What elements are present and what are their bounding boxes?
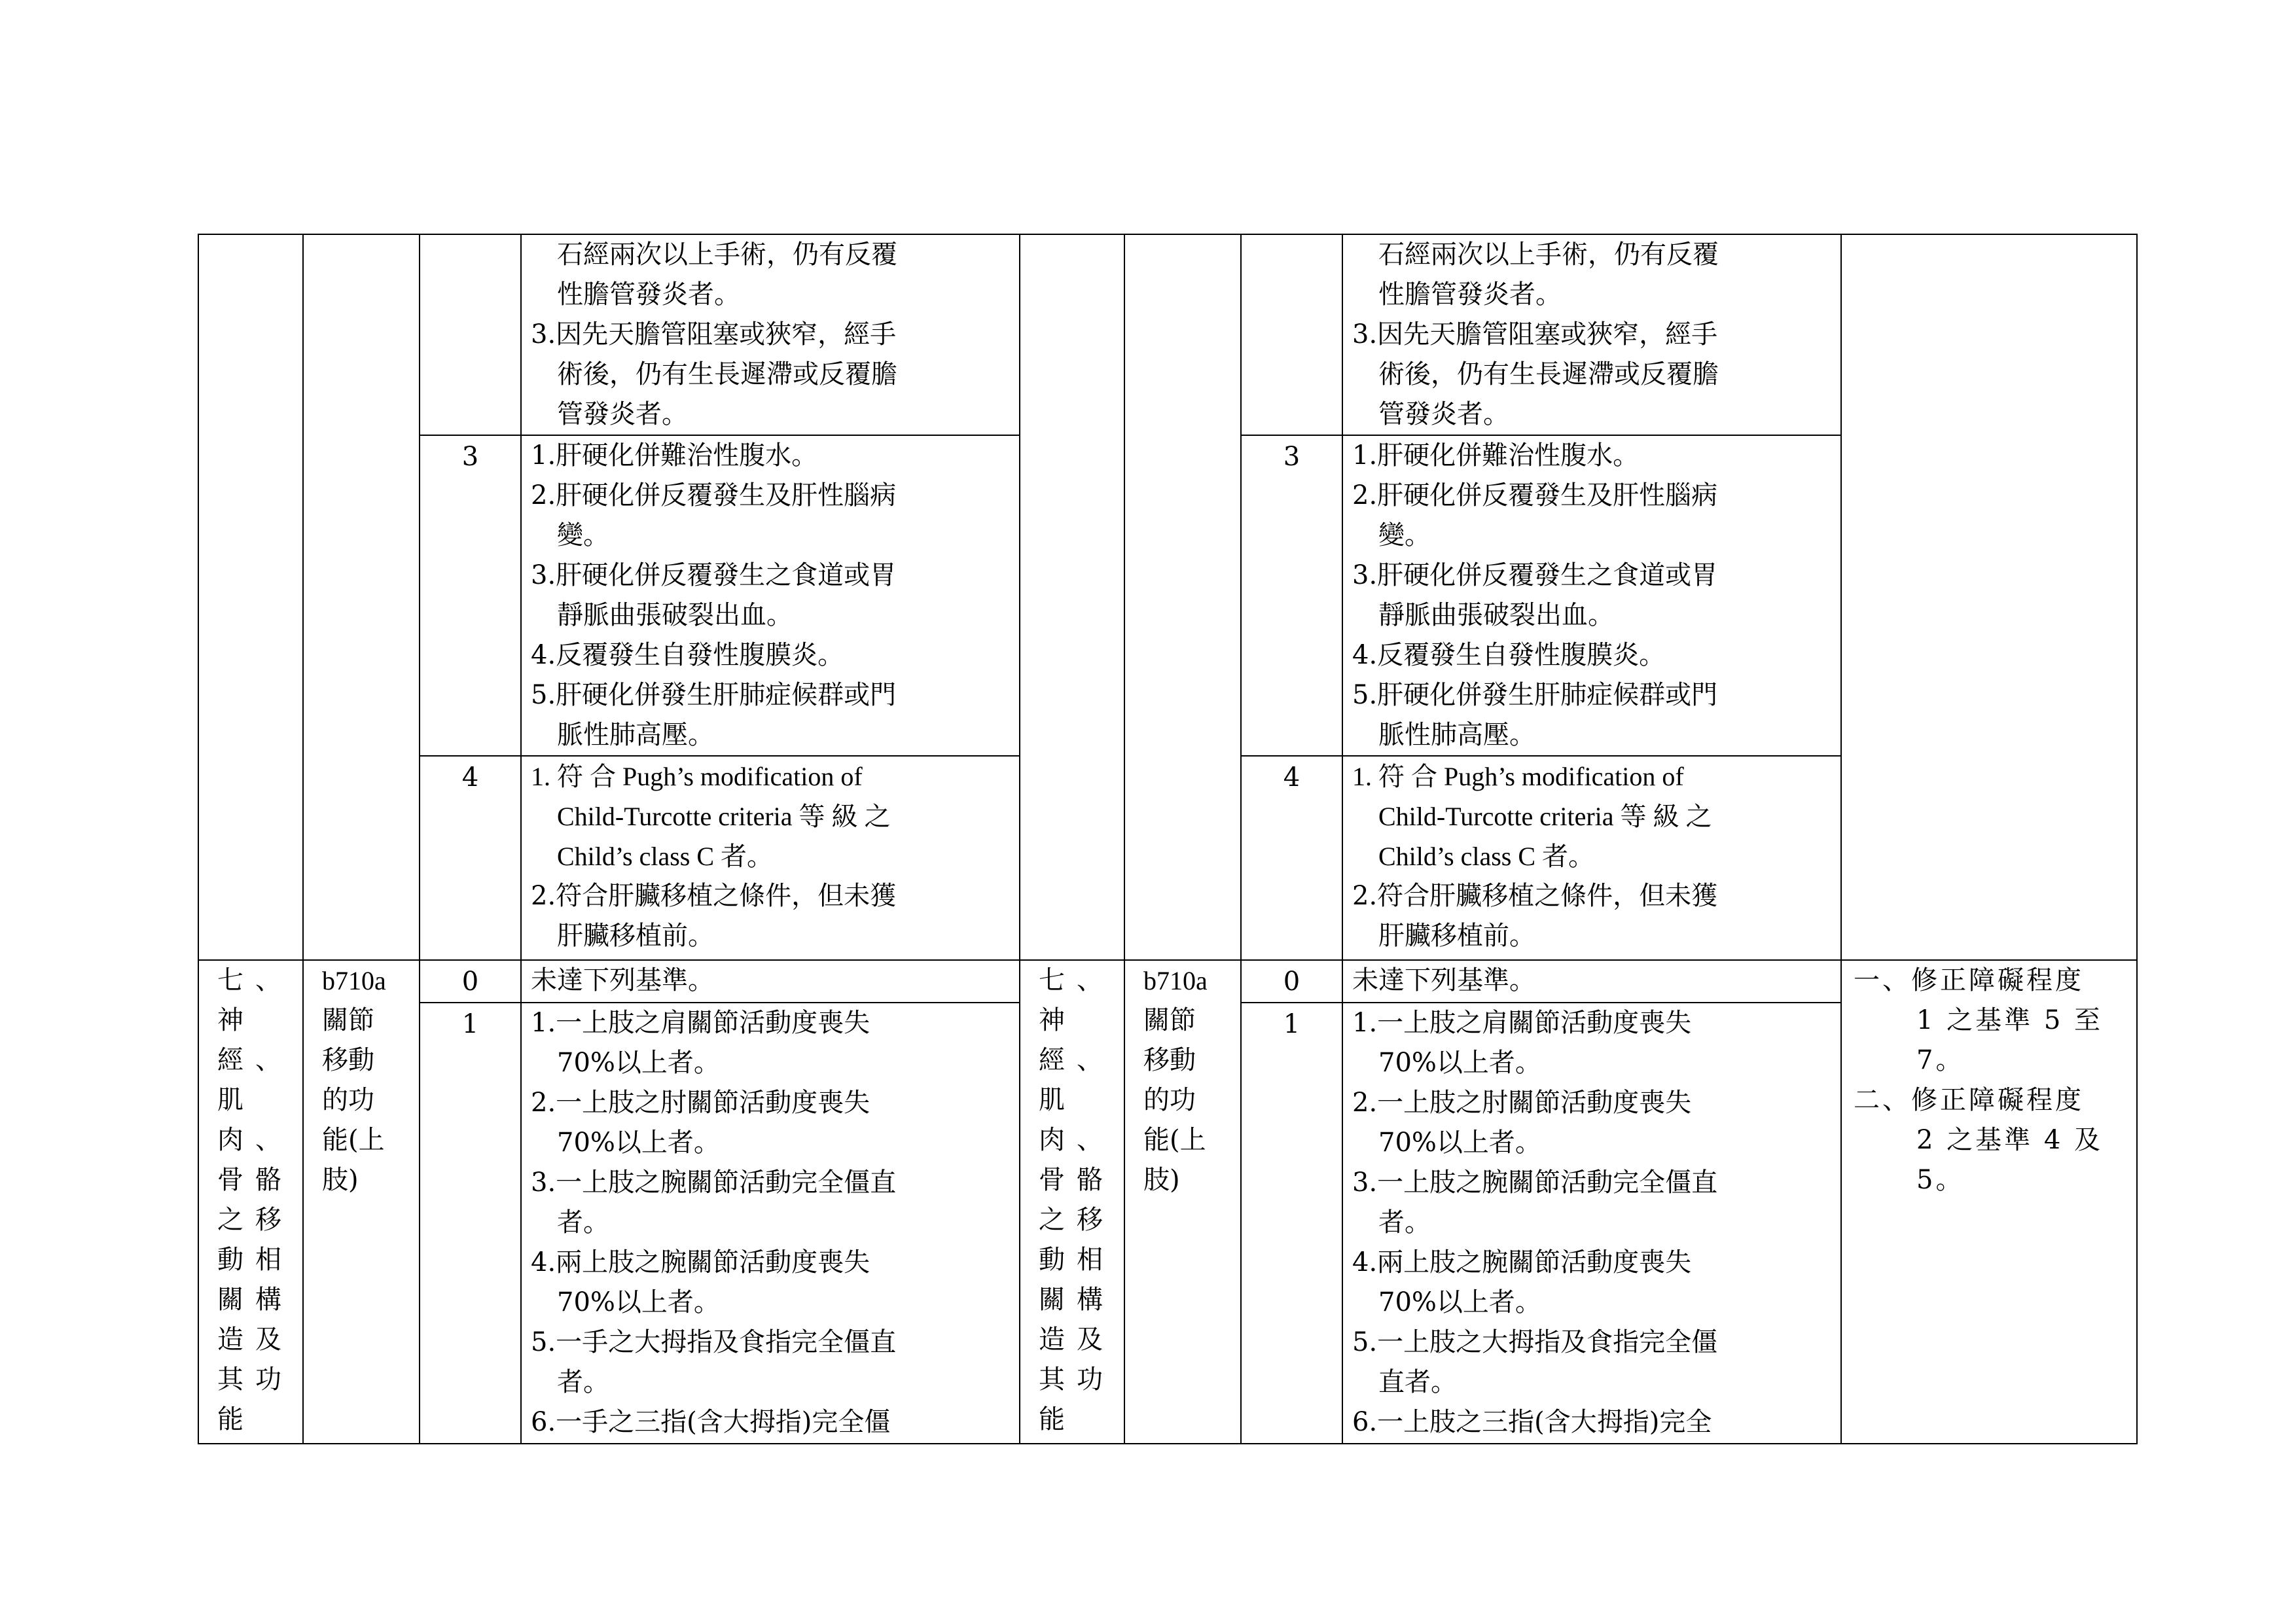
- level-number: 3: [1241, 435, 1342, 756]
- criteria-item: 1.一上肢之肩關節活動度喪失 70%以上者。: [1352, 1008, 1692, 1078]
- criteria-item: 3.一上肢之腕關節活動完全僵直 者。: [531, 1168, 897, 1238]
- level-number: 1: [420, 1003, 521, 1444]
- top-left-category-cell: [198, 234, 303, 960]
- criteria-item: 3.肝硬化併反覆發生之食道或胃 靜脈曲張破裂出血。: [1352, 560, 1718, 630]
- right-level0-criteria: 未達下列基準。: [1342, 960, 1841, 1003]
- criteria-line: 石經兩次以上手術，仍有反覆: [557, 240, 897, 270]
- criteria-item: 5.一手之大拇指及食指完全僵直 者。: [531, 1327, 897, 1397]
- criteria-item: 5.肝硬化併發生肝肺症候群或門 脈性肺高壓。: [1352, 680, 1718, 750]
- criteria-item: 2.符合肝臟移植之條件，但未獲 肝臟移植前。: [531, 881, 897, 951]
- top-right-category-cell: [1020, 234, 1124, 960]
- top-right-continued-criteria: [1342, 234, 1841, 435]
- top-remark-cell: [1841, 234, 2137, 960]
- criteria-item: 6.一上肢之三指(含大拇指)完全: [1352, 1407, 1712, 1437]
- criteria-item: 2.一上肢之肘關節活動度喪失 70%以上者。: [1352, 1088, 1692, 1158]
- right-level1-criteria: [1342, 1003, 1841, 1444]
- criteria-line: 性膽管發炎者。: [1378, 279, 1562, 310]
- right-level4-criteria: [1342, 756, 1841, 960]
- criteria-item: 3.因先天膽管阻塞或狹窄，經手 術後，仍有生長遲滯或反覆膽 管發炎者。: [531, 319, 897, 429]
- level-number: 4: [420, 756, 521, 960]
- criteria-item: 5.一上肢之大拇指及食指完全僵 直者。: [1352, 1327, 1718, 1397]
- criteria-item: 1.肝硬化併難治性腹水。: [531, 440, 818, 471]
- left-level1-criteria: [521, 1003, 1020, 1444]
- level-number: 1: [1241, 1003, 1342, 1444]
- remark-item: 一、修正障礙程度 1 之基準 5 至 7。: [1854, 965, 2104, 1075]
- left-category-cell: 七、 神 經、 肌 肉、 骨骼 之移 動相 關構 造及 其功 能: [198, 960, 303, 1444]
- top-left-code-cell: [303, 234, 420, 960]
- left-level3-criteria: [521, 435, 1020, 756]
- criteria-item: 4.兩上肢之腕關節活動度喪失 70%以上者。: [1352, 1247, 1692, 1317]
- comparison-table: [198, 234, 2138, 1444]
- left-level4-criteria: [521, 756, 1020, 960]
- level-number: 4: [1241, 756, 1342, 960]
- criteria-item: 3.肝硬化併反覆發生之食道或胃 靜脈曲張破裂出血。: [531, 560, 897, 630]
- criteria-item: 1.一上肢之肩關節活動度喪失 70%以上者。: [531, 1008, 870, 1078]
- criteria-item: 5.肝硬化併發生肝肺症候群或門 脈性肺高壓。: [531, 680, 897, 750]
- left-level0-criteria: 未達下列基準。: [521, 960, 1020, 1003]
- level-number: 0: [420, 960, 521, 1003]
- criteria-item: 1. 符 合 Pugh’s modification of Child-Turcotte criteria 等 級 之 Child’s class C 者。: [531, 762, 891, 871]
- top-left-continued-criteria: [521, 234, 1020, 435]
- criteria-item: 2.一上肢之肘關節活動度喪失 70%以上者。: [531, 1088, 870, 1158]
- criteria-item: 4.反覆發生自發性腹膜炎。: [531, 640, 844, 670]
- level-number: 0: [1241, 960, 1342, 1003]
- top-right-level-cell: [1241, 234, 1342, 435]
- criteria-item: 1. 符 合 Pugh’s modification of Child-Turcotte criteria 等 級 之 Child’s class C 者。: [1352, 762, 1712, 871]
- criteria-item: 3.因先天膽管阻塞或狹窄，經手 術後，仍有生長遲滯或反覆膽 管發炎者。: [1352, 319, 1719, 429]
- criteria-item: 2.符合肝臟移植之條件，但未獲 肝臟移植前。: [1352, 881, 1718, 951]
- remark-cell: [1841, 960, 2137, 1444]
- remark-item: 二、修正障礙程度 2 之基準 4 及 5。: [1854, 1085, 2104, 1195]
- criteria-item: 4.反覆發生自發性腹膜炎。: [1352, 640, 1666, 670]
- criteria-line: 性膽管發炎者。: [557, 279, 740, 310]
- left-code-cell: b710a 關節 移動 的功 能(上 肢): [303, 960, 420, 1444]
- criteria-item: 3.一上肢之腕關節活動完全僵直 者。: [1352, 1168, 1718, 1238]
- criteria-item: 4.兩上肢之腕關節活動度喪失 70%以上者。: [531, 1247, 870, 1317]
- criteria-line: 石經兩次以上手術，仍有反覆: [1378, 240, 1719, 270]
- criteria-item: 2.肝硬化併反覆發生及肝性腦病 變。: [531, 480, 897, 550]
- level-number: 3: [420, 435, 521, 756]
- top-left-level-cell: [420, 234, 521, 435]
- right-category-cell: 七、 神 經、 肌 肉、 骨骼 之移 動相 關構 造及 其功 能: [1020, 960, 1124, 1444]
- right-code-cell: b710a 關節 移動 的功 能(上 肢): [1124, 960, 1241, 1444]
- criteria-item: 6.一手之三指(含大拇指)完全僵: [531, 1407, 891, 1437]
- criteria-item: 1.肝硬化併難治性腹水。: [1352, 440, 1640, 471]
- top-right-code-cell: [1124, 234, 1241, 960]
- criteria-item: 2.肝硬化併反覆發生及肝性腦病 變。: [1352, 480, 1718, 550]
- right-level3-criteria: [1342, 435, 1841, 756]
